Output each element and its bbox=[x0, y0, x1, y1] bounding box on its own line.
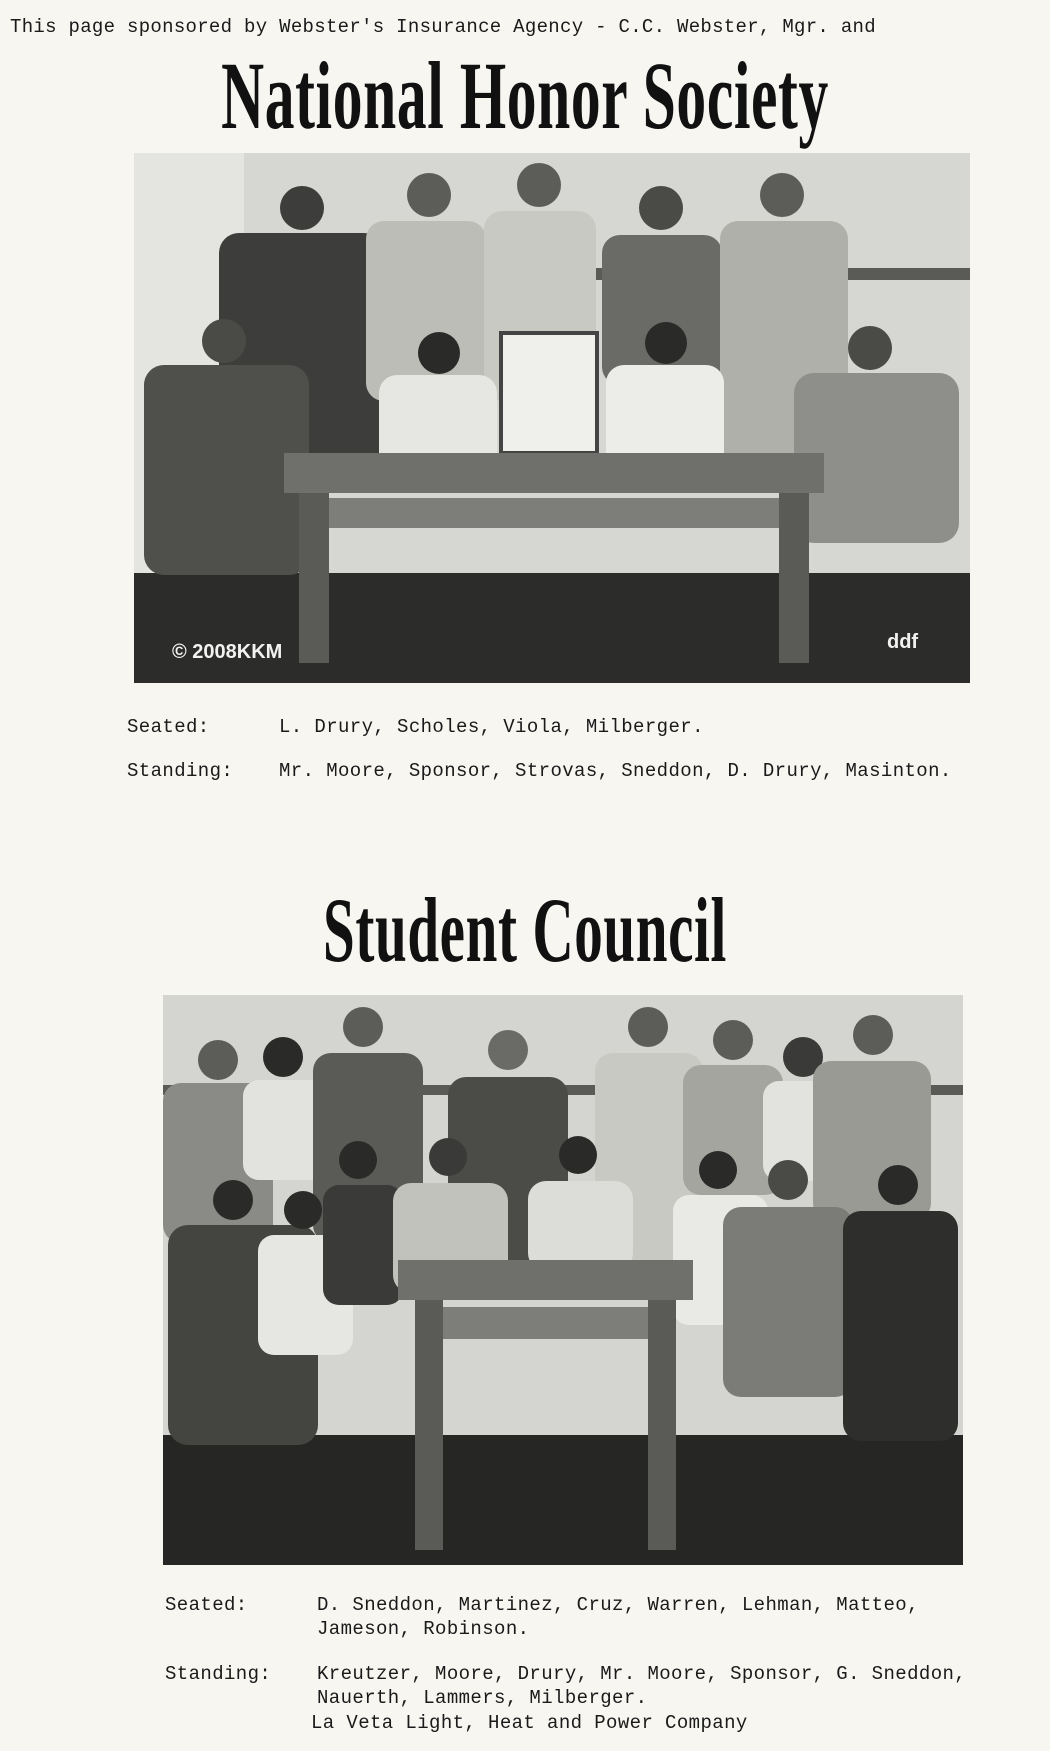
nhs-watermark-left: © 2008KKM bbox=[172, 641, 283, 663]
nhs-watermark-right: ddf bbox=[887, 631, 919, 653]
sponsor-line-top: This page sponsored by Webster's Insurance Agency - C.C. Webster, Mgr. and bbox=[10, 16, 876, 38]
nhs-seated-label: Seated: bbox=[127, 716, 210, 738]
student-council-heading: Student Council bbox=[323, 879, 727, 981]
student-council-group-photo bbox=[163, 995, 963, 1565]
nhs-standing-caption bbox=[127, 759, 987, 819]
sponsor-line-bottom: La Veta Light, Heat and Power Company bbox=[311, 1712, 748, 1734]
sc-standing-label: Standing: bbox=[165, 1663, 272, 1685]
nhs-seated-names: L. Drury, Scholes, Viola, Milberger. bbox=[279, 716, 704, 738]
sc-seated-label: Seated: bbox=[165, 1594, 248, 1616]
sc-standing-names: Kreutzer, Moore, Drury, Mr. Moore, Sponsor, G. Sneddon, Nauerth, Lammers, Milberger. bbox=[317, 1663, 967, 1709]
nhs-seated-caption bbox=[127, 715, 987, 745]
nhs-standing-names: Mr. Moore, Sponsor, Strovas, Sneddon, D. Drury, Masinton. bbox=[279, 760, 952, 782]
nhs-standing-label: Standing: bbox=[127, 760, 234, 782]
sc-standing-caption bbox=[165, 1662, 995, 1716]
sc-seated-names: D. Sneddon, Martinez, Cruz, Warren, Lehman, Matteo, Jameson, Robinson. bbox=[317, 1594, 919, 1640]
nhs-group-photo bbox=[134, 153, 970, 683]
sc-seated-caption bbox=[165, 1593, 995, 1647]
nhs-heading: National Honor Society bbox=[221, 42, 829, 149]
